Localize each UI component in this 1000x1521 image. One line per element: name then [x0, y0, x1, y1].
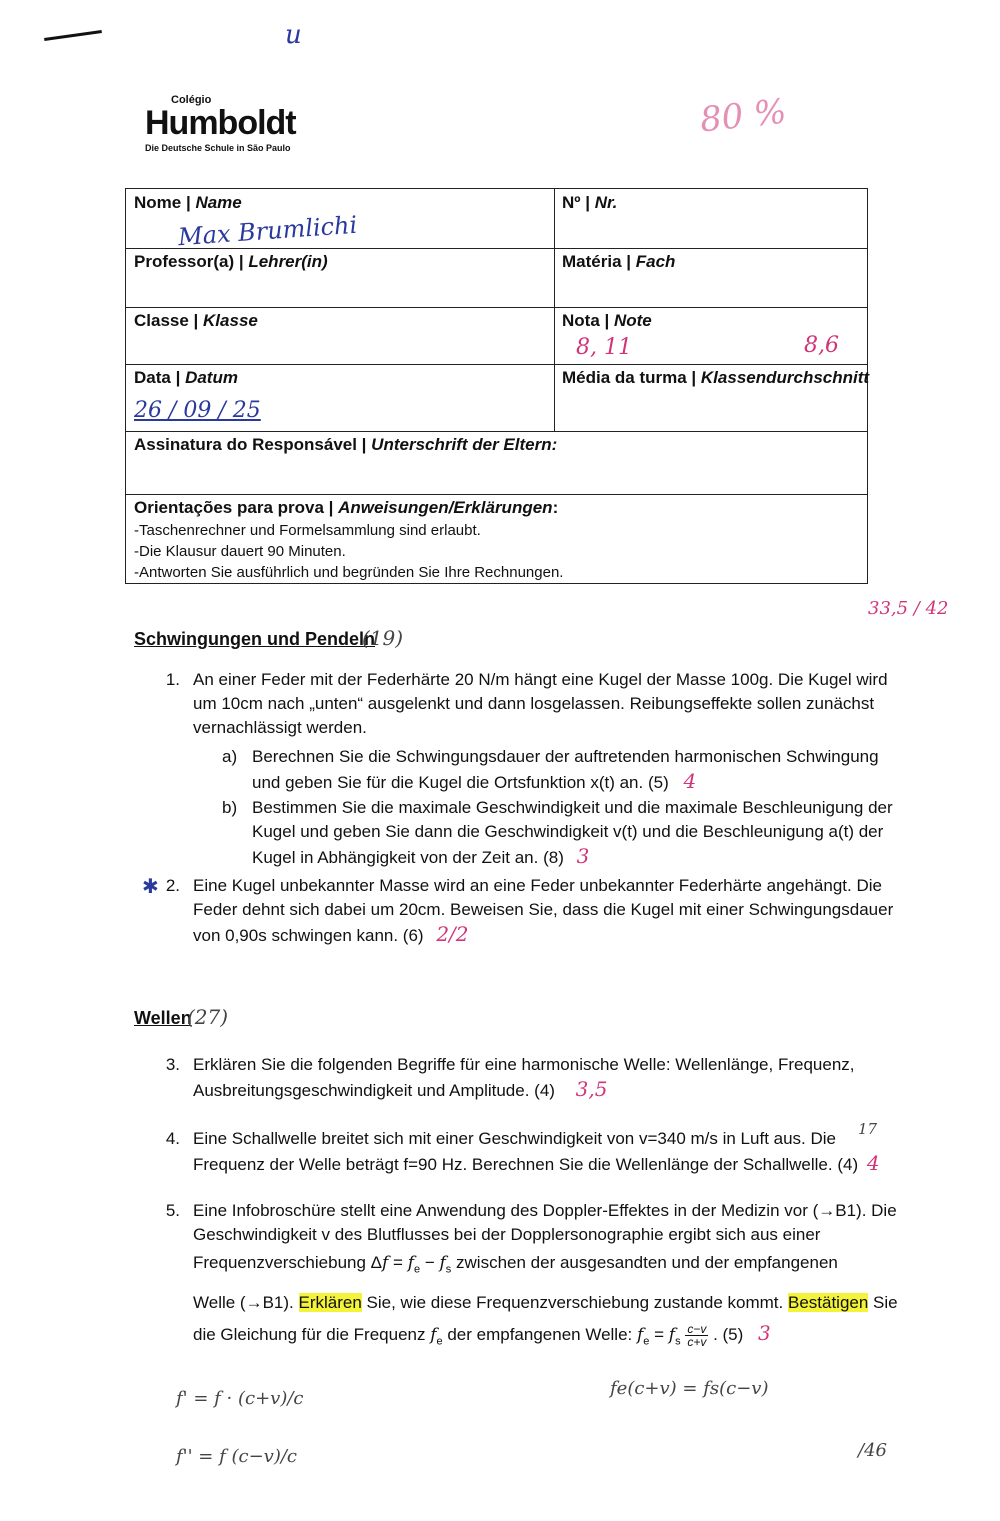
question-1 [193, 668, 888, 740]
school-logo [145, 94, 296, 153]
question-4 [193, 1127, 880, 1177]
section-title: Wellen [134, 1008, 192, 1028]
question-1a [252, 745, 879, 795]
subject-label: Matéria | Fach [562, 252, 676, 271]
average-label: Média da turma | Klassendurchschnitt [562, 368, 870, 387]
class-cell [126, 307, 554, 364]
question-text: Berechnen Sie die Schwingungsdauer der auftretenden harmonischen Schwingung [252, 747, 879, 766]
question-text: Kugel in Abhängigkeit von der Zeit an. (8) 3 [252, 844, 590, 868]
question-text: von 0,90s schwingen kann. (6) 2/2 [193, 922, 469, 946]
question-text: die Gleichung für die Frequenz $f_e$ der empfangenen Welle: $f_e = f_s$ $\frac{c-v}{c+v}$ . (5) 3 [193, 1321, 771, 1350]
teacher-cell [126, 248, 554, 307]
star-mark: ✱ [142, 876, 159, 898]
question-text: Geschwindigkeit v des Blutflusses bei der Dopplersonographie ergibt sich aus einer [193, 1225, 821, 1244]
date-value: 26 / 09 / 25 [134, 398, 261, 423]
logo-main-text: Humboldt [145, 104, 296, 142]
fraction: $\frac{c-v}{c+v}$ [687, 1322, 707, 1350]
logo-small-text: Colégio [171, 94, 212, 106]
instruction-line: -Die Klausur dauert 90 Minuten. [134, 543, 346, 560]
handwritten-equation: fe(c+v) = fs(c−v) [610, 1378, 769, 1399]
question-text: Eine Kugel unbekannter Masse wird an eine Feder unbekannter Federhärte angehängt. Die [193, 876, 882, 895]
question-text: Erklären Sie die folgenden Begriffe für eine harmonische Welle: Wellenlänge, Frequenz, [193, 1055, 855, 1074]
corner-mark: u [285, 20, 302, 50]
handwritten-equation: f' = f · (c+v)/c [176, 1388, 304, 1409]
question-number: 1. [165, 670, 180, 689]
question-number: 3. [165, 1055, 180, 1074]
question-1b [252, 796, 893, 870]
question-text: Eine Schallwelle breitet sich mit einer Geschwindigkeit von v=340 m/s in Luft aus. Die [193, 1129, 837, 1148]
grade-value: 8, 11 [576, 335, 632, 360]
question-text: Kugel und geben Sie dann die Geschwindigkeit v(t) und die Beschleunigung a(t) der [252, 822, 884, 841]
instruction-line: -Taschenrechner und Formelsammlung sind erlaubt. [134, 522, 481, 539]
question-text: Frequenzverschiebung $\Delta f = f_e - f_s$ zwischen der ausgesandten und der empfangenen [193, 1253, 838, 1276]
instruction-line: -Antworten Sie ausführlich und begründen Sie Ihre Rechnungen. [134, 564, 564, 581]
question-text: und geben Sie für die Kugel die Ortsfunktion x(t) an. (5) 4 [252, 769, 697, 793]
date-label: Data | Datum [134, 368, 238, 387]
instructions-cell [126, 494, 869, 585]
section-score: (19) [362, 626, 404, 650]
subject-cell [554, 248, 869, 307]
grade-cell [554, 307, 869, 364]
score-mark: 4 [683, 769, 697, 793]
grade-side: 8,6 [804, 333, 839, 358]
question-text: Frequenz der Welle beträgt f=90 Hz. Berechnen Sie die Wellenlänge der Schallwelle. (4) 4 [193, 1151, 880, 1175]
question-text: Eine Infobroschüre stellt eine Anwendung des Doppler-Effektes in der Medizin vor (→B1). Die [193, 1201, 897, 1220]
handwritten-equation: f'' = f (c−v)/c [176, 1446, 297, 1467]
section-score: (27) [187, 1005, 229, 1029]
date-cell [126, 364, 554, 431]
page-mark: /46 [858, 1440, 887, 1461]
header-form [125, 188, 868, 584]
signature-cell [126, 431, 869, 494]
question-2 [193, 874, 893, 948]
side-note: 17 [858, 1120, 878, 1138]
score-mark: 4 [866, 1151, 880, 1175]
grade-label: Nota | Note [562, 311, 652, 330]
subquestion-label: b) [222, 798, 238, 817]
name-label: Nome | Name [134, 193, 242, 212]
question-number: 4. [165, 1129, 180, 1148]
question-number: 5. [165, 1201, 180, 1220]
question-3 [193, 1053, 855, 1103]
highlight: Erklären [298, 1293, 362, 1313]
pen-stroke [44, 30, 102, 41]
name-value: Max Brumlichi [177, 210, 359, 252]
question-number: 2. [165, 876, 180, 895]
instructions-label: Orientações para prova | Anweisungen/Erklärungen: [134, 498, 559, 517]
nr-label: Nº | Nr. [562, 193, 618, 212]
question-text: Ausbreitungsgeschwindigkeit und Amplitude. (4) 3,5 [193, 1077, 608, 1101]
logo-sub-text: Die Deutsche Schule in São Paulo [145, 143, 291, 153]
section-title: Schwingungen und Pendeln [134, 629, 375, 649]
question-text: Feder dehnt sich dabei um 20cm. Beweisen Sie, dass die Kugel mit einer Schwingungsdauer [193, 900, 894, 919]
question-text: Welle (→B1). Erklären Sie, wie diese Frequenzverschiebung zustande kommt. Bestätigen Sie [193, 1293, 898, 1313]
question-text: vernachlässigt werden. [193, 718, 367, 737]
score-mark: 3 [758, 1321, 771, 1346]
nr-cell [554, 189, 869, 248]
name-cell [126, 189, 554, 252]
subquestion-label: a) [222, 747, 238, 766]
signature-label: Assinatura do Responsável | Unterschrift der Eltern: [134, 435, 558, 454]
question-text: An einer Feder mit der Federhärte 20 N/m hängt eine Kugel der Masse 100g. Die Kugel wird [193, 670, 888, 689]
teacher-label: Professor(a) | Lehrer(in) [134, 252, 328, 271]
score-mark: 2/2 [436, 922, 469, 946]
question-text: um 10cm nach „unten“ ausgelenkt und dann losgelassen. Reibungseffekte sollen zunächst [193, 694, 875, 713]
question-5 [193, 1199, 898, 1354]
side-score: 33,5 / 42 [868, 598, 949, 619]
score-mark: 3 [576, 844, 590, 868]
percent-mark: 80 % [698, 91, 789, 141]
average-cell [554, 364, 869, 431]
class-label: Classe | Klasse [134, 311, 258, 330]
score-mark: 3,5 [575, 1077, 608, 1101]
question-text: Bestimmen Sie die maximale Geschwindigkeit und die maximale Beschleunigung der [252, 798, 893, 817]
highlight: Bestätigen [787, 1293, 869, 1313]
